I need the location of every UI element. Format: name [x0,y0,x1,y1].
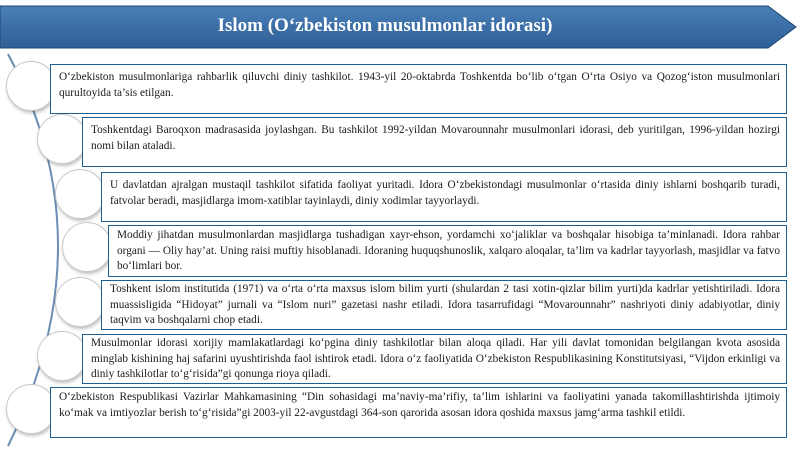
list-item: Toshkent islom institutida (1971) va o‘rta o‘rta maxsus islom bilim yurti (shulardan 2 tasi xotin-qizlar bilim yurti)da kadrlar yetishtiriladi. Idora muassisligida “Hidoyat” jurnali va “Islom nuri” gazetasi nashr etiladi. Idora tasarrufidagi “Movarounnahr” nashriyoti diniy adabiyotlar, diniy taqvim va boshqalarni chop etadi. [101,280,787,330]
bullet-1 [6,61,56,111]
bullet-6 [37,331,87,381]
bullet-5 [55,277,105,327]
bullet-7 [6,384,56,434]
bullet-4 [62,222,112,272]
bullet-3 [55,169,105,219]
list-item: Moddiy jihatdan musulmonlardan masjidlarga tushadigan xayr-ehson, yordamchi xo‘jaliklar va boshqalar hisobiga ta’minlanadi. Idora rahbar organi — Oliy hay’at. Uning raisi muftiy hisoblanadi. Idoraning huquqshunoslik, xalqaro aloqalar, ta’lim va kadrlar tayyorlash, masjidlar va fatvo bo‘limlari bor. [108,225,787,277]
title-banner [0,0,800,52]
page-title: Islom (O‘zbekiston musulmonlar idorasi) [217,15,553,36]
list-item: O‘zbekiston musulmonlariga rahbarlik qiluvchi diniy tashkilot. 1943-yil 20-oktabrda Toshkentda bo‘lib o‘tgan O‘rta Osiyo va Qozog‘iston musulmonlari qurultoyida ta’sis etilgan. [50,64,787,114]
list-item: O‘zbekiston Respublikasi Vazirlar Mahkamasining “Din sohasidagi ma’naviy-ma’rifiy, ta’lim ishlarini va faoliyatini yanada takomillashtirishda ijtimoiy ko‘mak va imtiyozlar berish to‘g‘risida”gi 2003-yil 22-avgustdagi 364-son qarorida asosan idora qoshida maxsus jamg‘arma tashkil etildi. [50,387,787,438]
list-item: Musulmonlar idorasi xorijiy mamlakatlardagi ko‘pgina diniy tashkilotlar bilan aloqa qiladi. Har yili davlat tomonidan belgilangan kvota asosida minglab kishining haj safarini uyushtirishda faol ishtirok etadi. Idora o‘z faoliyatida O‘zbekiston Respublikasining Konstitutsiyasi, “Vijdon erkinligi va diniy tashkilotlar to‘g‘risida”gi qonunga rioya qiladi. [82,334,787,384]
list-item: U davlatdan ajralgan mustaqil tashkilot sifatida faoliyat yuritadi. Idora O‘zbekistondagi musulmonlar o‘rtasida diniy ishlarni boshqarib turadi, fatvolar beradi, masjidlarga imom-xatiblar tayinlaydi, diniy xodimlar tayyorlaydi. [101,172,787,222]
bullet-2 [37,114,87,164]
list-item: Toshkentdagi Baroqxon madrasasida joylashgan. Bu tashkilot 1992-yildan Movarounnahr musulmonlari idorasi, deb yuritilgan, 1996-yildan hozirgi nomi bilan ataladi. [82,117,787,167]
